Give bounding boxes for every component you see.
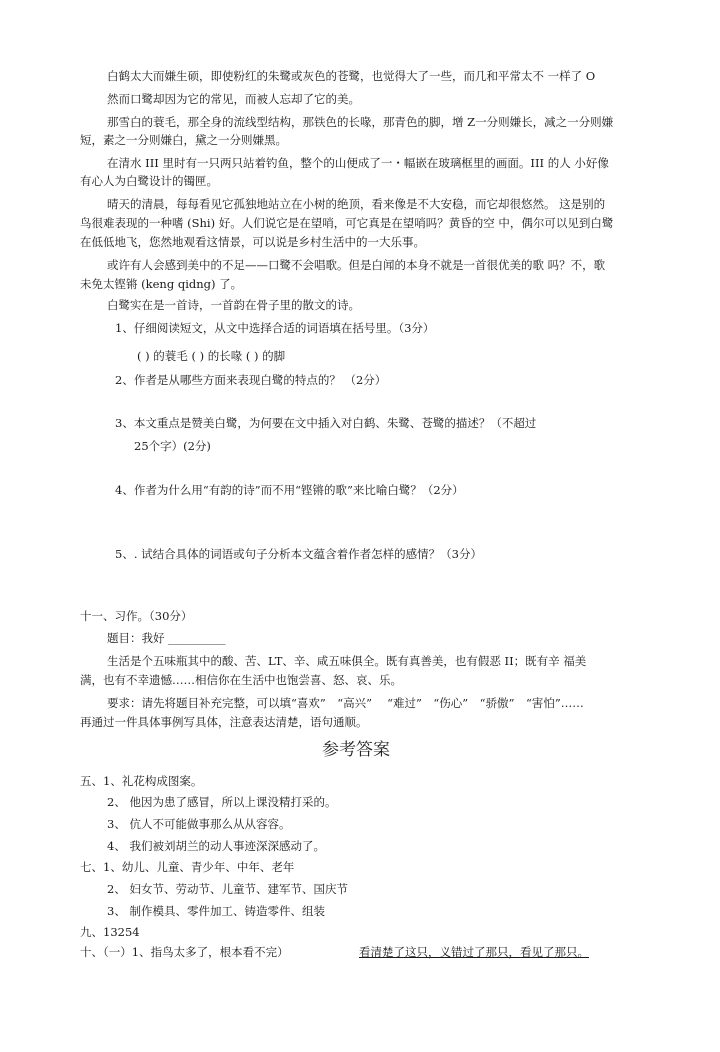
passage-line: 白鹭实在是一首诗，一首韵在骨子里的散文的诗。	[107, 298, 360, 312]
answer-line: 七、1、幼儿、儿童、青少年、中年、老年	[80, 860, 295, 874]
answer-line: 五、1、礼花构成图案。	[80, 774, 203, 788]
passage-line: 在清水 III 里时有一只两只站着钓鱼，整个的山便成了一・幅嵌在玻璃框里的画面。III 的人 小好像	[107, 156, 609, 170]
composition-line: 生活是个五味瓶其中的酸、苦、LT、辛、咸五味俱全。既有真善美，也有假恶 II；既有辛 福美	[107, 654, 587, 668]
answer-line: 4、 我们被刘胡兰的动人事迹深深感动了。	[107, 839, 325, 853]
composition-requirement: 要求：请先将题目补充完整，可以填“喜欢” “高兴” “难过” “伤心” “骄傲” “害怕”……	[107, 696, 584, 710]
question-3: 3、本文重点是赞美白鹭，为何要在文中插入对白鹤、朱鹭、苍鹭的描述？（不超过	[115, 416, 537, 430]
question-5: 5、. 试结合具体的词语或句子分析本文蕴含着作者怎样的感情？（3分）	[115, 547, 482, 561]
answer-line: 2、 他因为患了感冒，所以上课没精打采的。	[107, 795, 337, 809]
answer-line: 九、13254	[80, 925, 140, 939]
answer-line: 3、 制作模具、零件加工、铸造零件、组装	[107, 904, 325, 918]
passage-line: 有心人为白鹭设计的镯匣。	[80, 174, 218, 188]
answer-line: 2、 妇女节、劳动节、儿童节、建军节、国庆节	[107, 882, 348, 896]
composition-requirement: 再通过一件具体事例写具体，注意表达清楚，语句通顺。	[80, 715, 368, 729]
answer-underlined: 看清楚了这只，义错过了那只，看见了那只。	[359, 945, 589, 959]
composition-heading: 十一、习作。（30分）	[80, 609, 193, 623]
question-1: 1、仔细阅读短文，从文中选择合适的词语填在括号里。（3分）	[115, 321, 435, 335]
passage-line: 或许有人会感到美中的不足——口鹭不会唱歌。但是白闻的本身不就是一首很优美的歌 吗？不，歌	[107, 258, 606, 272]
composition-topic: 题目：我好 __________	[107, 631, 226, 645]
passage-line: 白鹤太大而嫌生硕，即使粉红的朱鹭或灰色的苍鹭，也觉得大了一些，而几和平常太不 一样了 O	[107, 69, 596, 83]
question-3-cont: 25个字）(2分)	[134, 439, 211, 453]
passage-line: 然而口鹭却因为它的常见，而被人忘却了它的美。	[107, 92, 360, 106]
composition-line: 满，也有不幸遗憾……相信你在生活中也饱尝喜、怒、哀、乐。	[80, 673, 402, 687]
question-4: 4、作者为什么用“有韵的诗”而不用“铿锵的歌”来比喻白鹭？（2分）	[115, 483, 464, 497]
passage-line: 未免太铿锵 (keng qidng) 了。	[80, 277, 243, 291]
passage-line: 在低低地飞，您然地观看这情景，可以说是乡村生活中的一大乐事。	[80, 235, 425, 249]
passage-line: 那雪白的蓑毛，那全身的流线型结构，那铁色的长喙，那青色的脚，增 Z一分则嫌长，减之一分则嫌	[107, 115, 614, 129]
answers-title: 参考答案	[322, 740, 390, 760]
passage-line: 晴天的清晨，每每看见它孤独地站立在小树的绝顶，看来像是不大安稳，而它却很悠然。 这是别的	[107, 197, 606, 211]
question-1-blanks: ( ) 的蓑毛 ( ) 的长喙 ( ) 的脚	[137, 349, 286, 363]
answer-line: 3、 伉人不可能做事那么从从容容。	[107, 817, 291, 831]
passage-line: 短，素之一分则嫌白，黛之一分则嫌黑。	[80, 133, 287, 147]
answer-line: 十、（一）1、指鸟太多了，根本看不完）	[80, 945, 289, 959]
passage-line: 鸟很难表现的一种嗜 (Shi) 好。人们说它是在望哨，可它真是在望哨吗？黄昏的空 中，偶尔可以见到白鹭	[80, 216, 614, 230]
question-2: 2、作者是从哪些方面来表现白鹭的特点的？ （2分）	[115, 373, 387, 387]
